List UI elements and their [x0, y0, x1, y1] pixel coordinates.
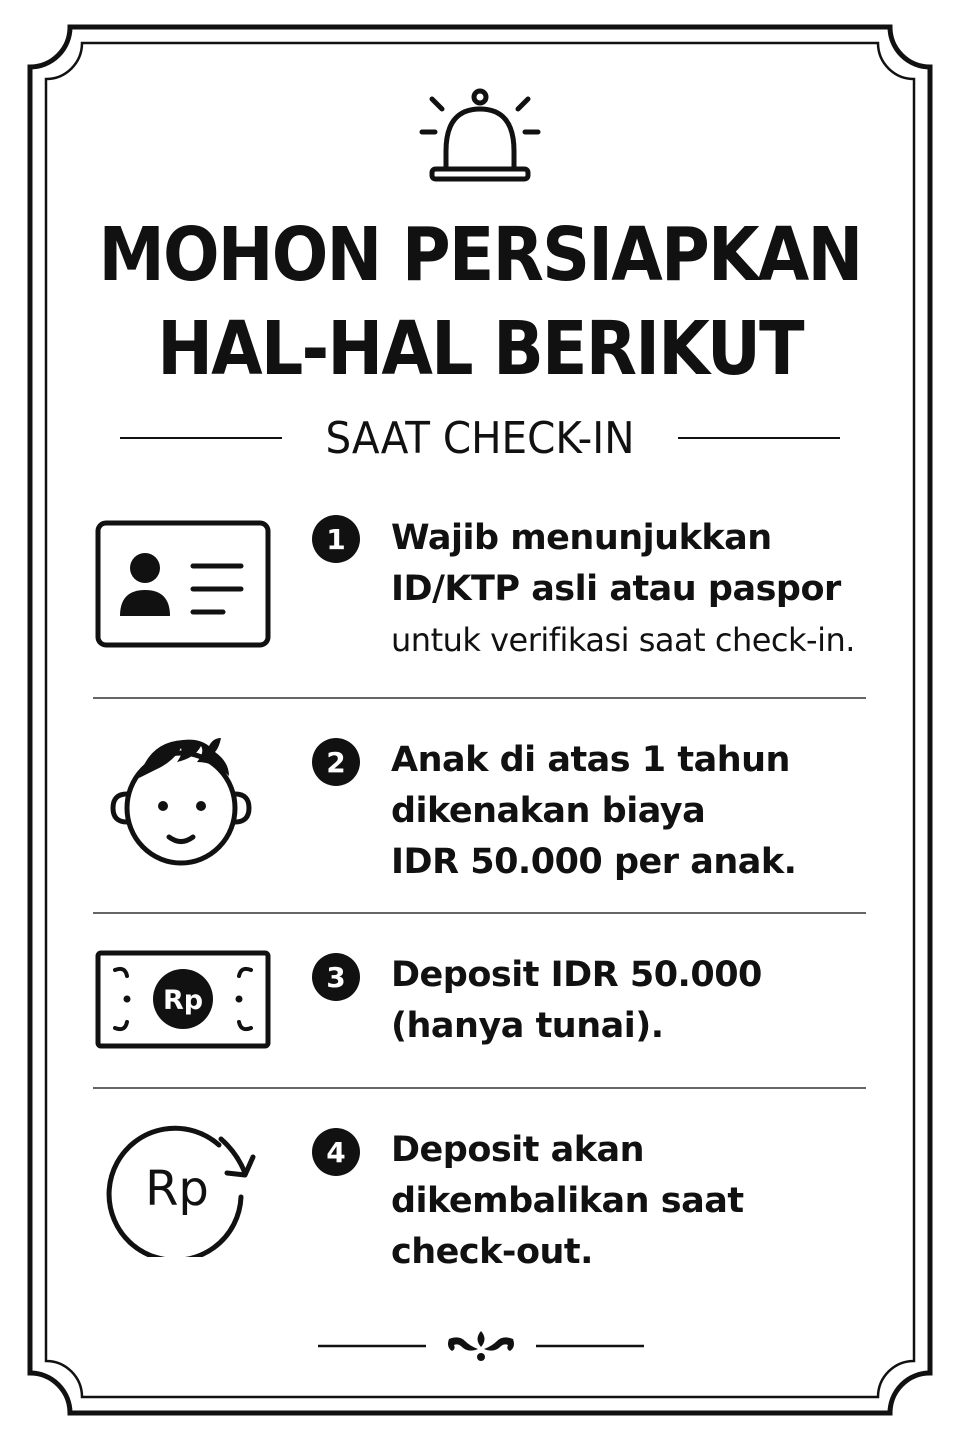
item-3-text	[391, 950, 871, 1052]
item-3-line-2: (hanya tunai).	[391, 1006, 664, 1046]
item-2-line-2: dikenakan biaya	[391, 791, 706, 831]
divider-1	[93, 697, 866, 699]
item-4-line-1: Deposit akan	[391, 1130, 645, 1170]
item-4-line-2: dikembalikan saat	[391, 1181, 744, 1221]
page-title-line-2: HAL-HAL BERIKUT	[157, 306, 803, 392]
list-item-3	[95, 950, 865, 1060]
subtitle: SAAT CHECK-IN	[325, 412, 635, 464]
item-2-line-3: IDR 50.000 per anak.	[391, 842, 797, 882]
item-4-line-3: check-out.	[391, 1232, 593, 1272]
fleuron-ornament-icon	[318, 1325, 644, 1369]
item-3-line-1: Deposit IDR 50.000	[391, 955, 762, 995]
subtitle-rule-right	[678, 437, 840, 439]
refund-icon-label: Rp	[145, 1161, 209, 1217]
banknote-icon-label: Rp	[162, 985, 204, 1016]
step-number-3: 3	[312, 953, 360, 1001]
divider-2	[93, 912, 866, 914]
subtitle-row	[120, 410, 840, 466]
bell-icon	[410, 85, 550, 185]
id-card-icon	[95, 520, 275, 655]
page-title-line-1: MOHON PERSIAPKAN	[98, 212, 862, 298]
step-number-4: 4	[312, 1128, 360, 1176]
item-1-line-2: ID/KTP asli atau paspor	[391, 569, 841, 609]
item-4-text	[391, 1125, 871, 1278]
refund-icon	[105, 1117, 265, 1257]
divider-3	[93, 1087, 866, 1089]
banknote-icon	[95, 950, 275, 1055]
step-number-1: 1	[312, 515, 360, 563]
list-item-1	[95, 515, 865, 675]
item-2-text	[391, 735, 871, 888]
item-1-line-1: Wajib menunjukkan	[391, 518, 772, 558]
list-item-4	[95, 1125, 865, 1285]
child-face-icon	[105, 732, 265, 872]
item-1-line-3: untuk verifikasi saat check-in.	[391, 621, 855, 659]
step-number-2: 2	[312, 738, 360, 786]
item-1-text	[391, 513, 871, 666]
list-item-2	[95, 735, 865, 895]
item-2-line-1: Anak di atas 1 tahun	[391, 740, 790, 780]
subtitle-rule-left	[120, 437, 282, 439]
